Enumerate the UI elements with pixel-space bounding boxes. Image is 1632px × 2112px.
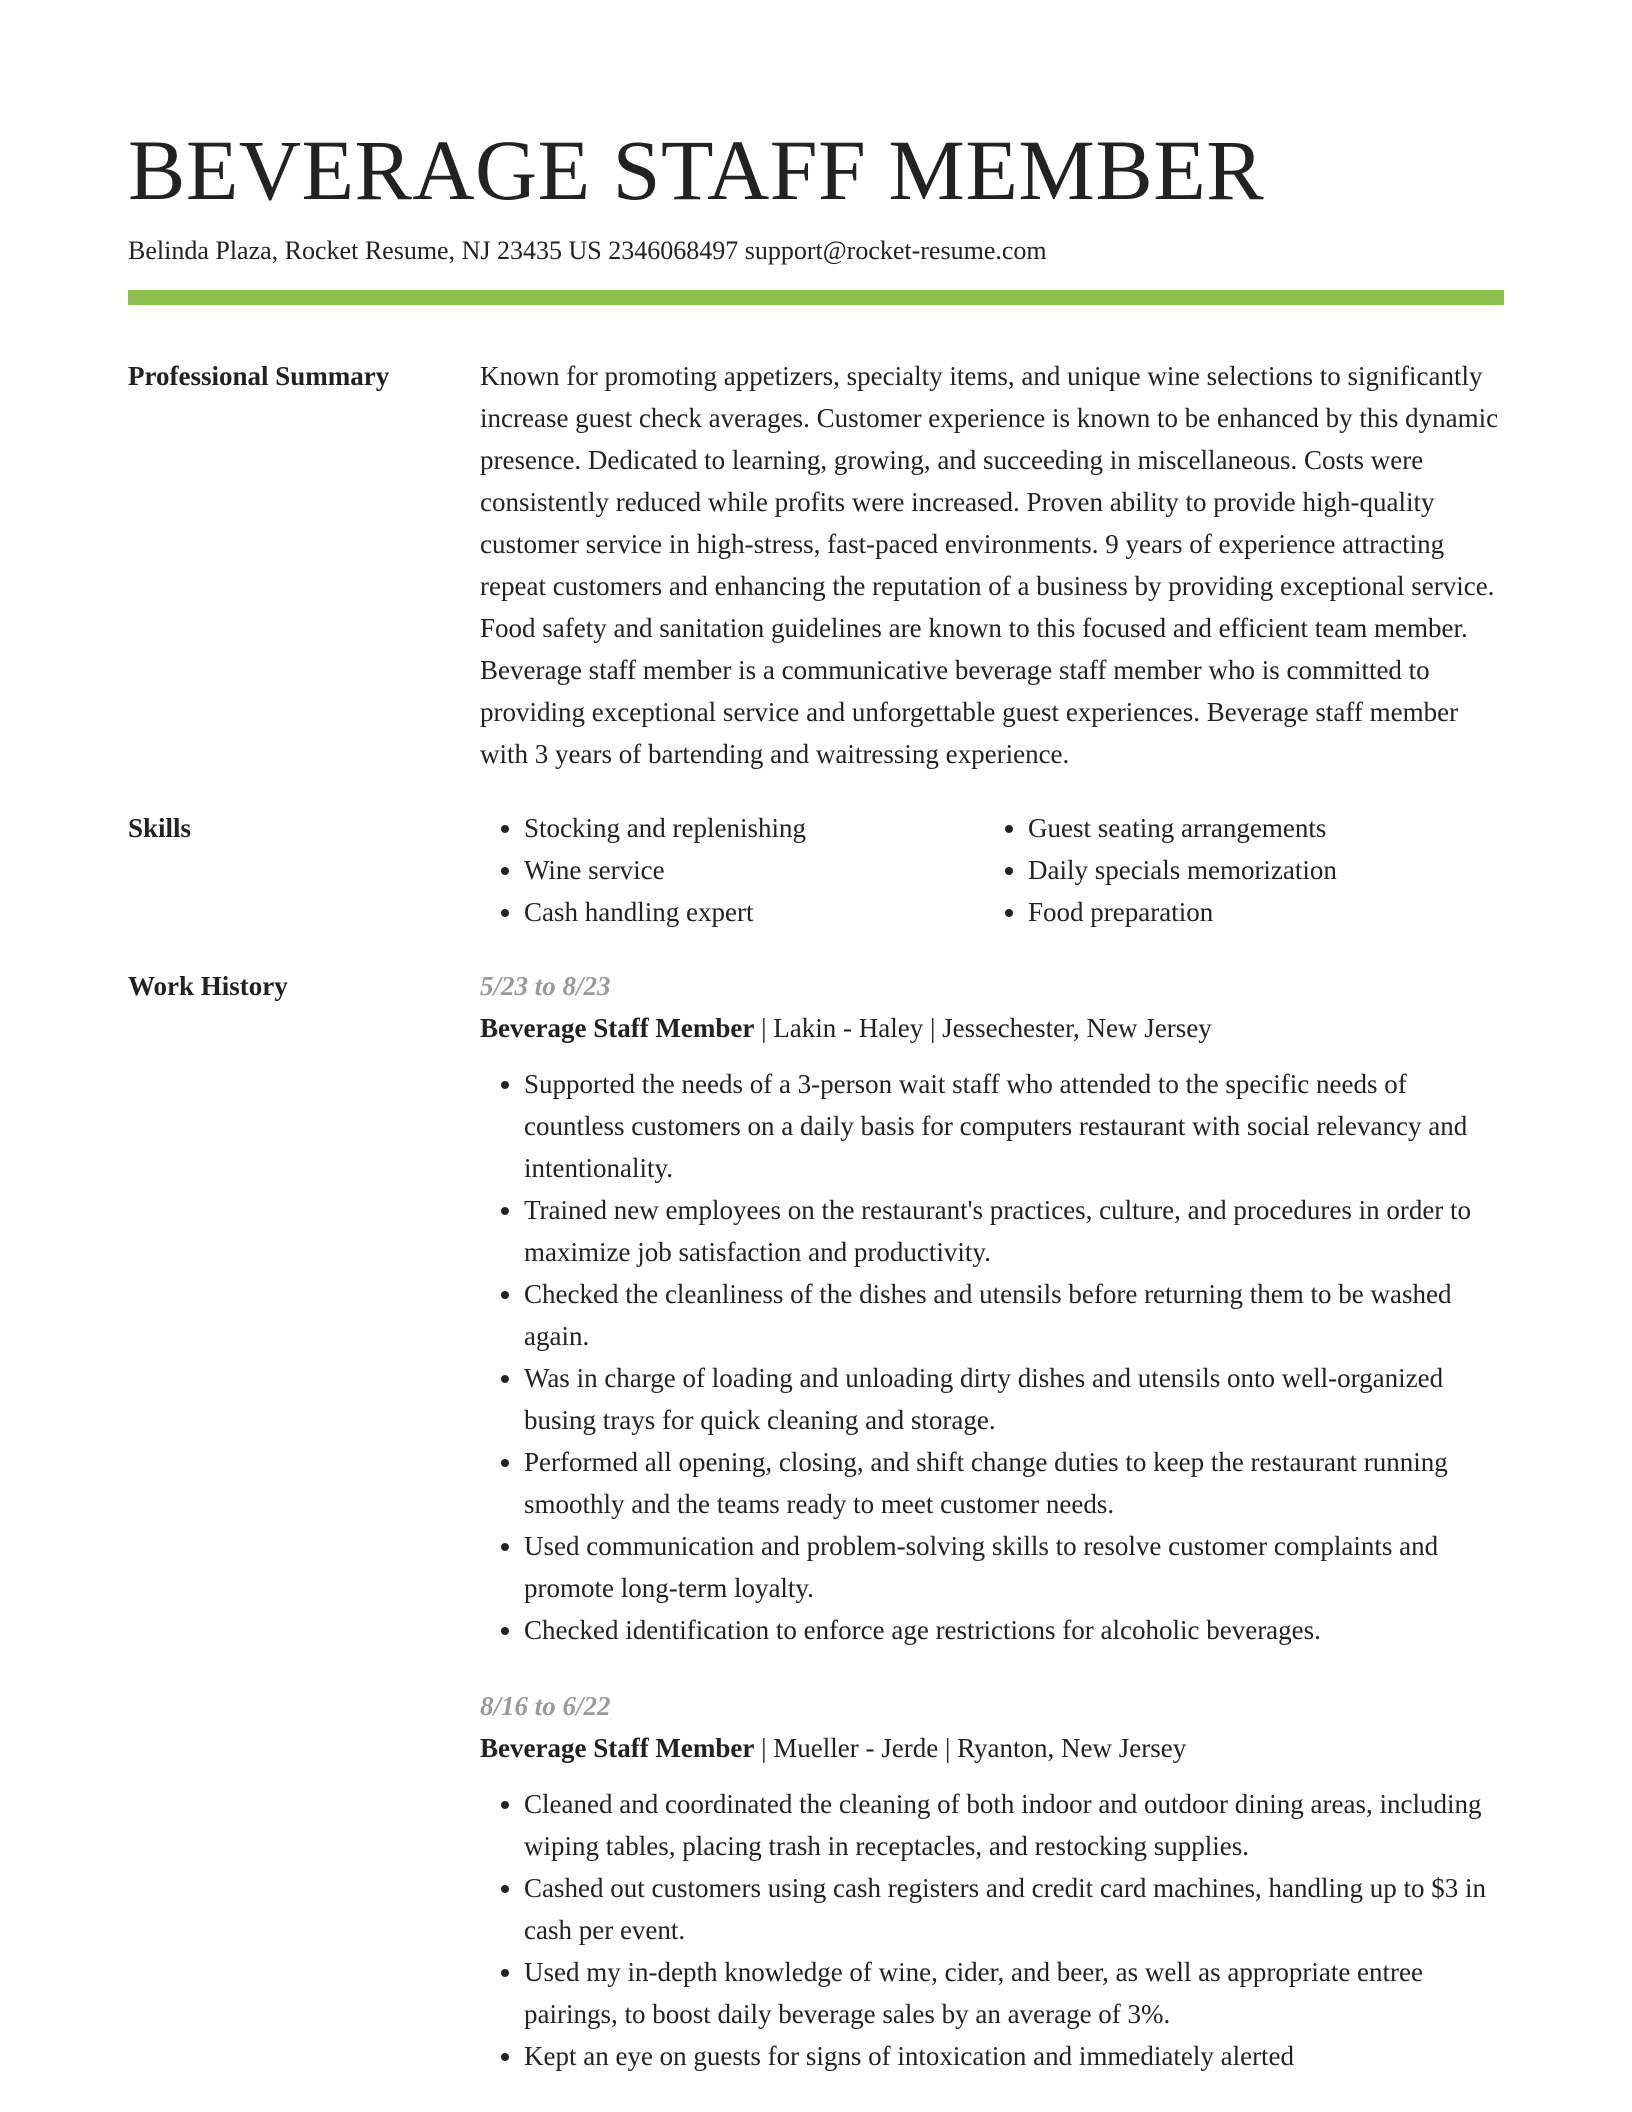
- skill-item: • Stocking and replenishing: [524, 807, 984, 849]
- skill-item: • Wine service: [524, 849, 984, 891]
- job-bullet: • Cashed out customers using cash registers and credit card machines, handling up to $3 in cash per event.: [524, 1867, 1504, 1951]
- resume-page: [128, 0, 1504, 2111]
- section-heading-summary: Professional Summary: [128, 361, 390, 391]
- skill-item: • Cash handling expert: [524, 891, 984, 933]
- job-title-line: [480, 1727, 1504, 1769]
- work-history-body: [480, 965, 1504, 2111]
- skills-body: [480, 807, 1504, 933]
- job-title: Beverage Staff Member: [480, 1733, 755, 1763]
- skills-grid: [480, 807, 1504, 933]
- resume-name: BEVERAGE STAFF MEMBER: [128, 122, 1265, 218]
- job-bullet: • Used my in-depth knowledge of wine, cider, and beer, as well as appropriate entree pairings, to boost daily beverage sales by an average of 3%.: [524, 1951, 1504, 2035]
- job-bullets: [480, 1783, 1504, 2077]
- job-employer-location: | Lakin - Haley | Jessechester, New Jersey: [754, 1013, 1212, 1043]
- job-bullet: • Checked the cleanliness of the dishes and utensils before returning them to be washed again.: [524, 1273, 1504, 1357]
- header-divider: [128, 290, 1504, 305]
- job-entry: [480, 965, 1504, 1651]
- contact-info: Belinda Plaza, Rocket Resume, NJ 23435 US 2346068497 support@rocket-resume.com: [128, 236, 1047, 265]
- skill-item: • Daily specials memorization: [1028, 849, 1488, 891]
- job-title-line: [480, 1007, 1504, 1049]
- summary-body: [480, 355, 1504, 775]
- job-bullet: • Supported the needs of a 3-person wait staff who attended to the specific needs of countless customers on a daily basis for computers restaurant with social relevancy and intentionality.: [524, 1063, 1504, 1189]
- summary-section: [128, 355, 1504, 775]
- job-bullet: • Cleaned and coordinated the cleaning of both indoor and outdoor dining areas, including wiping tables, placing trash in receptacles, and restocking supplies.: [524, 1783, 1504, 1867]
- skills-column-1: [480, 807, 984, 933]
- work-history-section: [128, 965, 1504, 2111]
- job-entry: [480, 1685, 1504, 2077]
- job-bullet: • Trained new employees on the restaurant's practices, culture, and procedures in order to maximize job satisfaction and productivity.: [524, 1189, 1504, 1273]
- section-heading-work-history: Work History: [128, 971, 288, 1001]
- job-bullet: • Kept an eye on guests for signs of intoxication and immediately alerted: [524, 2035, 1504, 2077]
- skill-item: • Guest seating arrangements: [1028, 807, 1488, 849]
- job-bullets: [480, 1063, 1504, 1651]
- job-bullet: • Used communication and problem-solving skills to resolve customer complaints and promote long-term loyalty.: [524, 1525, 1504, 1609]
- job-bullet: • Performed all opening, closing, and shift change duties to keep the restaurant running smoothly and the teams ready to meet customer needs.: [524, 1441, 1504, 1525]
- summary-text: Known for promoting appetizers, specialty items, and unique wine selections to significantly increase guest check averages. Customer experience is known to be enhanced by this dynamic presence. Dedicated to learning, growing, and succeeding in miscellaneous. Costs were consistently reduced while profits were increased. Proven ability to provide high-quality customer service in high-stress, fast-paced environments. 9 years of experience attracting repeat customers and enhancing the reputation of a business by providing exceptional service. Food safety and sanitation guidelines are known to this focused and efficient team member. Beverage staff member is a communicative beverage staff member who is committed to providing exceptional service and unforgettable guest experiences. Beverage staff member with 3 years of bartending and waitressing experience.: [480, 361, 1499, 769]
- skill-item: • Food preparation: [1028, 891, 1488, 933]
- section-heading-skills: Skills: [128, 813, 192, 843]
- job-bullet: • Checked identification to enforce age restrictions for alcoholic beverages.: [524, 1609, 1504, 1651]
- job-dates: 5/23 to 8/23: [480, 971, 611, 1001]
- job-title: Beverage Staff Member: [480, 1013, 755, 1043]
- job-bullet: • Was in charge of loading and unloading dirty dishes and utensils onto well-organized busing trays for quick cleaning and storage.: [524, 1357, 1504, 1441]
- job-employer-location: | Mueller - Jerde | Ryanton, New Jersey: [754, 1733, 1187, 1763]
- skills-column-2: [984, 807, 1488, 933]
- job-dates: 8/16 to 6/22: [480, 1691, 611, 1721]
- skills-section: [128, 807, 1504, 933]
